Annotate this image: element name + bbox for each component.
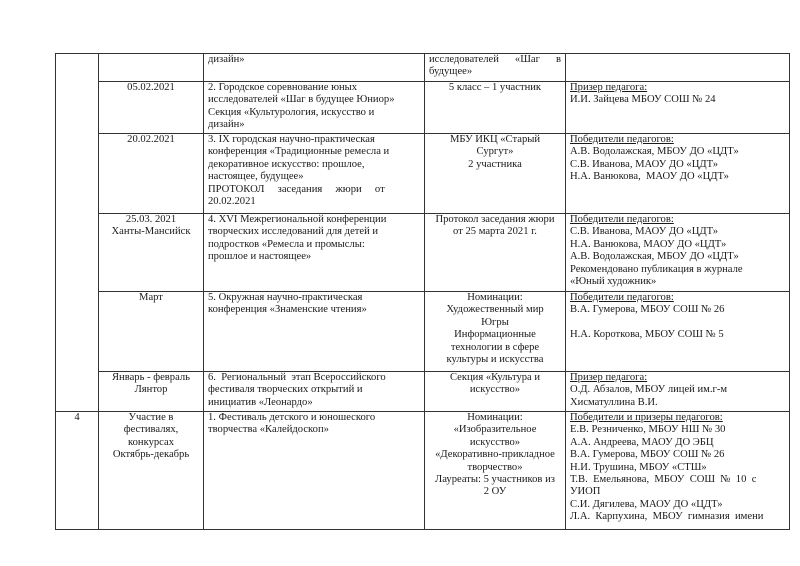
date-text: Октябрь-декабрь [112, 449, 190, 461]
winner-text: Рекомендовано публикация в журнале [570, 263, 743, 275]
winner-text: А.А. Андреева, МАОУ ДО ЭБЦ [570, 436, 714, 448]
result-text: «Изобразительное [453, 424, 537, 436]
date-cell [99, 292, 204, 372]
date-text: конкурсах [128, 436, 174, 448]
event-cell [204, 54, 425, 82]
event-text: творческих исследований для детей и [208, 226, 379, 238]
winner-text: Н.А. Ванюкова, МАОУ ДО «ЦДТ» [570, 171, 729, 183]
winners-heading: Победители и призеры педагогов: [570, 412, 723, 423]
result-cell [425, 214, 566, 292]
event-text: творчества «Калейдоскоп» [208, 424, 329, 436]
event-text: инициатив «Леонардо» [208, 396, 313, 408]
result-text: искусство» [469, 436, 521, 448]
event-cell [204, 214, 425, 292]
winner-text: С.И. Дягилева, МАОУ ДО «ЦДТ» [570, 498, 723, 510]
event-text: 1. Фестиваль детского и юношеского [208, 412, 376, 423]
event-text: 3. IX городская научно-практическая [208, 134, 375, 145]
date-cell [99, 372, 204, 412]
result-text: Информационные [454, 329, 536, 341]
result-cell [425, 292, 566, 372]
date-cell [99, 214, 204, 292]
result-text: технологии в сфере [450, 341, 540, 353]
event-cell [204, 134, 425, 214]
winners-cell [566, 372, 790, 412]
result-text: культуры и искусства [446, 354, 544, 366]
winner-text: Т.В. Емельянова, МБОУ СОШ № 10 с [570, 474, 757, 486]
result-text: 2 ОУ [483, 486, 507, 498]
event-text: 4. XVI Межрегиональной конференции [208, 214, 387, 225]
blank-line [570, 317, 785, 329]
event-text: фестиваля творческих открытий и [208, 384, 363, 396]
winners-heading: Победители педагогов: [570, 292, 674, 303]
winners-cell [566, 292, 790, 372]
winner-text: О.Д. Абзалов, МБОУ лицей им.г-м [570, 384, 728, 396]
result-text: Протокол заседания жюри [435, 214, 555, 225]
winner-text: Е.В. Резниченко, МБОУ НШ № 30 [570, 424, 726, 436]
result-text: будущее» [429, 66, 473, 78]
winners-cell [566, 134, 790, 214]
date-text: Январь - февраль [111, 372, 191, 383]
winner-text: И.И. Зайцева МБОУ СОШ № 24 [570, 94, 716, 106]
event-text: 20.02.2021 [208, 196, 256, 208]
result-cell [425, 134, 566, 214]
winner-text: Н.А. Ванюкова, МАОУ ДО «ЦДТ» [570, 238, 727, 250]
date-text: Март [139, 292, 163, 303]
result-text: творчество» [467, 461, 523, 473]
winner-text: УИОП [570, 486, 601, 498]
result-text: Художественный мир [446, 304, 544, 316]
winner-text: В.А. Гумерова, МБОУ СОШ № 26 [570, 304, 725, 316]
winners-heading: Победители педагогов: [570, 214, 674, 225]
winner-text: А.В. Водолажская, МБОУ ДО «ЦДТ» [570, 146, 739, 158]
result-text: Номинации: [467, 292, 523, 303]
row-number-cell [56, 54, 99, 412]
winner-text: Н.И. Трушина, МБОУ «СТШ» [570, 461, 707, 473]
table-row [56, 134, 790, 214]
event-text: Секция «Культурология, искусство и [208, 106, 375, 118]
event-text: декоративное искусство: прошлое, [208, 158, 365, 170]
table-row [56, 214, 790, 292]
result-cell [425, 412, 566, 530]
date-text: фестивалях, [123, 424, 179, 436]
result-text: Сургут» [476, 146, 514, 158]
date-text: 05.02.2021 [127, 82, 175, 93]
table-row [56, 82, 790, 134]
event-text: прошлое и настоящее» [208, 251, 312, 263]
winner-text: Хисматуллина В.И. [570, 396, 658, 408]
row-number: 4 [74, 412, 80, 423]
event-cell [204, 82, 425, 134]
date-text: 20.02.2021 [127, 134, 175, 145]
event-text: подростков «Ремесла и промыслы: [208, 238, 365, 250]
date-text: Участие в [128, 412, 174, 423]
winners-cell [566, 82, 790, 134]
event-text: 2. Городское соревнование юных [208, 82, 358, 93]
result-text: МБУ ИКЦ «Старый [449, 134, 541, 145]
event-text: 6. Региональный этап Всероссийского [208, 372, 386, 383]
result-text: Номинации: [467, 412, 523, 423]
date-text: 25.03. 2021 [125, 214, 177, 225]
result-cell [425, 82, 566, 134]
event-text: дизайн» [208, 54, 245, 65]
row-number-cell [56, 412, 99, 530]
winner-text: С.В. Иванова, МАОУ ДО «ЦДТ» [570, 226, 719, 238]
winners-heading: Призер педагога: [570, 372, 648, 383]
event-text: дизайн» [208, 119, 245, 131]
result-text: от 25 марта 2021 г. [453, 226, 537, 238]
event-cell [204, 412, 425, 530]
winners-heading: Победители педагогов: [570, 134, 674, 145]
date-cell [99, 134, 204, 214]
date-cell [99, 54, 204, 82]
table-row [56, 372, 790, 412]
location-text: Ханты-Мансийск [111, 226, 191, 238]
event-text: ПРОТОКОЛ заседания жюри от [208, 183, 385, 195]
winners-cell [566, 412, 790, 530]
result-text: «Декоративно-прикладное [435, 449, 555, 461]
winner-text: «Юный художник» [570, 276, 657, 288]
result-text: искусство» [469, 384, 521, 396]
date-cell [99, 412, 204, 530]
winner-text: Н.А. Короткова, МБОУ СОШ № 5 [570, 329, 724, 341]
result-text: 5 класс – 1 участник [448, 82, 542, 93]
result-text: 2 участника [468, 158, 522, 170]
result-cell [425, 54, 566, 82]
winner-text: С.В. Иванова, МАОУ ДО «ЦДТ» [570, 158, 719, 170]
event-text: настоящее, будущее» [208, 171, 304, 183]
event-text: 5. Окружная научно-практическая [208, 292, 363, 303]
location-text: Лянтор [134, 384, 168, 396]
winners-cell [566, 54, 790, 82]
event-cell [204, 292, 425, 372]
result-cell [425, 372, 566, 412]
winner-text: В.А. Гумерова, МБОУ СОШ № 26 [570, 449, 725, 461]
result-text: Секция «Культура и [449, 372, 541, 383]
events-table [55, 53, 790, 530]
event-cell [204, 372, 425, 412]
winner-text: А.В. Водолажская, МБОУ ДО «ЦДТ» [570, 251, 739, 263]
result-text: Югры [481, 316, 509, 328]
result-text: исследователей «Шаг в [429, 54, 561, 65]
winners-cell [566, 214, 790, 292]
event-text: конференция «Знаменские чтения» [208, 304, 367, 316]
result-text: Лауреаты: 5 участников из [435, 474, 555, 486]
event-text: конференция «Традиционные ремесла и [208, 146, 390, 158]
table-row [56, 54, 790, 82]
table-row [56, 412, 790, 530]
date-cell [99, 82, 204, 134]
winner-text: Л.А. Карпухина, МБОУ гимназия имени [570, 511, 764, 523]
event-text: исследователей «Шаг в будущее Юниор» [208, 94, 395, 106]
table-row [56, 292, 790, 372]
winners-heading: Призер педагога: [570, 82, 648, 93]
